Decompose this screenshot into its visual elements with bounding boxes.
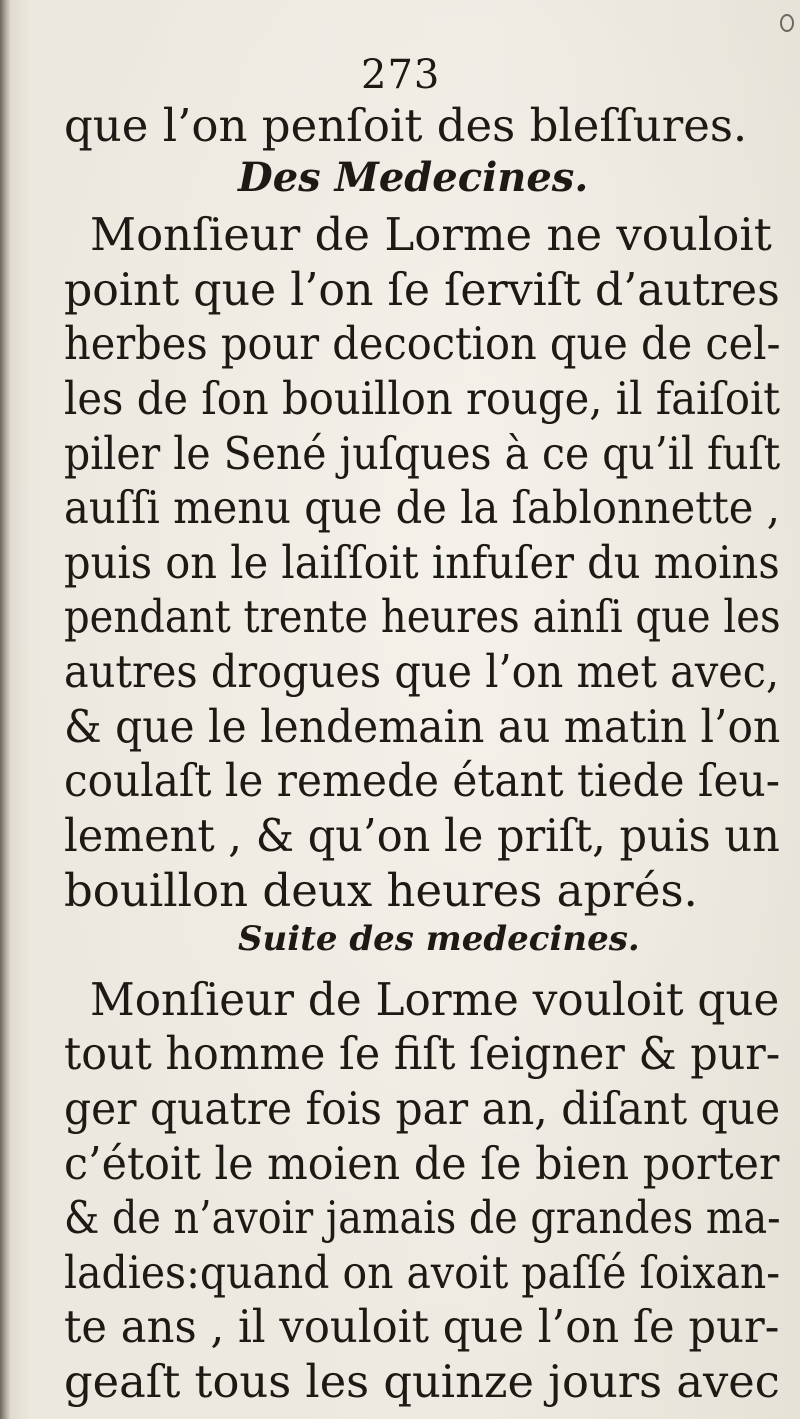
page-number: 273 xyxy=(361,52,441,98)
text-line: geaſt tous les quinze jours avec xyxy=(64,1355,780,1408)
text-line: herbes pour decoction que de cel- xyxy=(64,317,781,370)
text-line: & de n’avoir jamais de grandes ma- xyxy=(64,1191,781,1244)
text-line: c’étoit le moien de ſe bien porter xyxy=(64,1137,780,1190)
text-line: bouillon deux heures aprés. xyxy=(64,864,698,917)
text-line: coulaſt le remede étant tiede ſeu- xyxy=(64,754,780,807)
text-line: lement , & qu’on le priſt, puis un xyxy=(64,809,780,862)
text-line: les de ſon bouillon rouge, il faiſoit xyxy=(64,372,781,425)
text-line: point que l’on ſe ſerviſt d’autres xyxy=(64,263,780,316)
text-line: ger quatre fois par an, diſant que xyxy=(64,1082,781,1135)
text-line: pendant trente heures ainſi que les xyxy=(64,590,781,643)
section-heading-medecines: Des Medecines. xyxy=(238,154,589,201)
text-line: puis on le laiſſoit infuſer du moins xyxy=(64,536,780,589)
margin-mark xyxy=(780,14,794,32)
text-line: & que le lendemain au matin l’on xyxy=(64,700,781,753)
text-line: piler le Sené juſques à ce qu’il fuſt xyxy=(64,427,781,480)
text-line: que l’on penſoit des bleſſures. xyxy=(64,99,748,152)
text-line: Monſieur de Lorme ne vouloit xyxy=(90,208,772,261)
section-heading-suite-medecines: Suite des medecines. xyxy=(238,919,640,959)
text-line: ladies:quand on avoit paſſé ſoixan- xyxy=(64,1246,781,1299)
text-line: tout homme ſe fiſt ſeigner & pur- xyxy=(64,1027,781,1080)
text-line: te ans , il vouloit que l’on ſe pur- xyxy=(64,1300,780,1353)
text-line: auſſi menu que de la ſablonnette , xyxy=(64,481,780,534)
text-line: autres drogues que l’on met avec, xyxy=(64,645,780,698)
text-line: Monſieur de Lorme vouloit que xyxy=(90,973,780,1026)
book-binding-edge xyxy=(0,0,10,1419)
